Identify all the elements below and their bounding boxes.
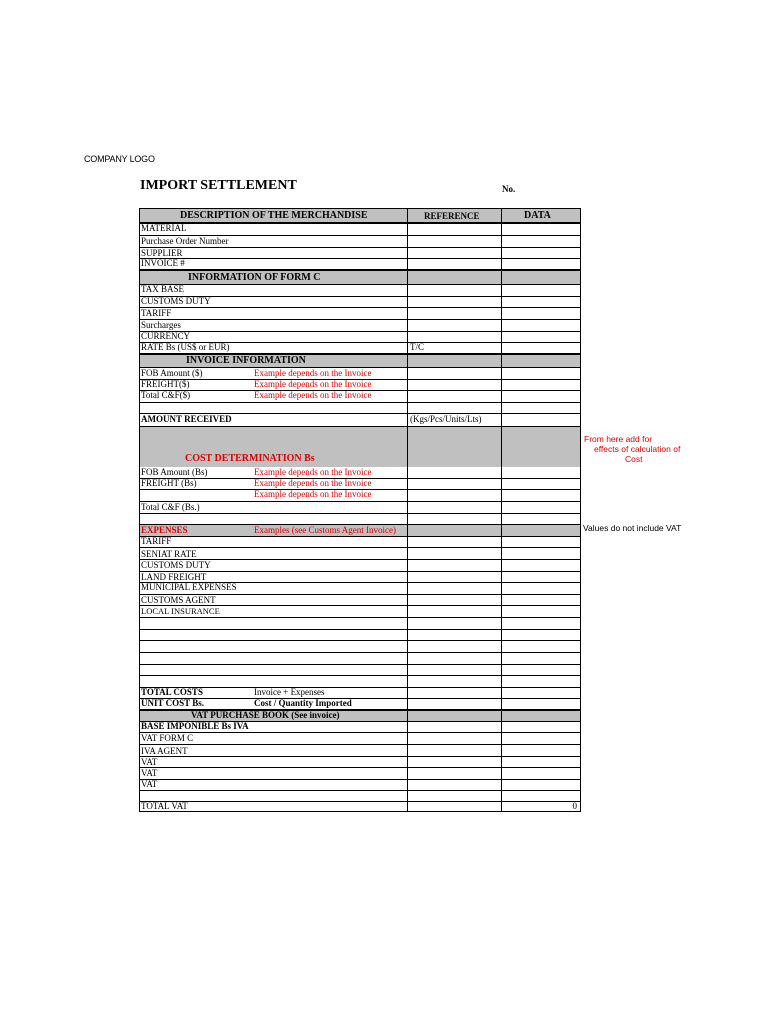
cost-note-line3: Cost xyxy=(625,454,643,464)
table-row xyxy=(140,757,580,768)
col-description-header: DESCRIPTION OF THE MERCHANDISE xyxy=(180,210,368,221)
table-row xyxy=(140,391,580,403)
table-row xyxy=(140,606,580,618)
table-row xyxy=(140,745,580,757)
table-row xyxy=(140,560,580,572)
freight-label: FREIGHT($) xyxy=(141,379,190,389)
form-c-section-header xyxy=(140,271,580,285)
form-c-title: INFORMATION OF FORM C xyxy=(188,272,321,283)
table-header-row xyxy=(140,209,580,224)
table-row xyxy=(140,780,580,791)
table-row xyxy=(140,403,580,414)
table-row xyxy=(140,308,580,320)
customs-duty-label: CUSTOMS DUTY xyxy=(141,296,211,306)
rate-label: RATE Bs (US$ or EUR) xyxy=(141,342,230,352)
customs-agent-label: CUSTOMS AGENT xyxy=(141,595,216,605)
company-logo: COMPANY LOGO xyxy=(84,154,155,164)
table-row xyxy=(140,343,580,355)
invoice-info-title: INVOICE INFORMATION xyxy=(186,355,306,366)
table-row xyxy=(140,502,580,514)
unit-cost-label: UNIT COST Bs. xyxy=(141,698,204,708)
table-row xyxy=(140,537,580,548)
vat-label: VAT xyxy=(141,779,158,789)
tax-base-label: TAX BASE xyxy=(141,284,185,294)
material-label: MATERIAL xyxy=(141,223,187,233)
fob-amount-label: FOB Amount ($) xyxy=(141,368,203,378)
table-row xyxy=(140,676,580,688)
col-data-header: DATA xyxy=(524,210,551,221)
cost-determination-title: COST DETERMINATION Bs xyxy=(185,453,315,464)
iva-agent-label: IVA AGENT xyxy=(141,746,188,756)
example-note: Example depends on the Invoice xyxy=(254,368,372,378)
table-row xyxy=(140,548,580,560)
exp-tariff-label: TARIFF xyxy=(141,536,172,546)
settlement-table xyxy=(139,208,581,812)
table-row xyxy=(140,595,580,606)
table-row xyxy=(140,630,580,641)
table-row xyxy=(140,768,580,780)
number-label: No. xyxy=(502,184,516,194)
base-imponible-label: BASE IMPONIBLE Bs IVA xyxy=(141,721,249,731)
table-row xyxy=(140,688,580,699)
freight-bs-label: FREIGHT (Bs) xyxy=(141,478,197,488)
total-costs-formula: Invoice + Expenses xyxy=(254,687,325,697)
table-row xyxy=(140,653,580,665)
table-row xyxy=(140,259,580,271)
table-row xyxy=(140,297,580,308)
municipal-label: MUNICIPAL EXPENSES xyxy=(141,582,237,592)
table-row xyxy=(140,236,580,248)
col-reference-header: REFERENCE xyxy=(424,211,480,221)
total-costs-label: TOTAL COSTS xyxy=(141,687,203,697)
vat-form-c-label: VAT FORM C xyxy=(141,733,194,743)
total-cf-bs-label: Total C&F (Bs.) xyxy=(141,502,200,512)
vat-book-title: VAT PURCHASE BOOK (See invoice) xyxy=(191,710,340,720)
surcharges-label: Surcharges xyxy=(141,320,181,330)
vat-label: VAT xyxy=(141,757,158,767)
table-row xyxy=(140,248,580,259)
amount-units: (Kgs/Pcs/Units/Lts) xyxy=(410,414,482,424)
table-row xyxy=(140,791,580,802)
total-vat-value: 0 xyxy=(572,801,577,811)
table-row xyxy=(140,224,580,236)
example-note: Example depends on the Invoice xyxy=(254,390,372,400)
table-row xyxy=(140,320,580,332)
cost-note-line2: effects of calculation of xyxy=(594,444,681,454)
example-note: Example depends on the Invoice xyxy=(254,379,372,389)
table-row xyxy=(140,665,580,676)
cost-note-line1: From here add for xyxy=(584,434,653,444)
tariff-label: TARIFF xyxy=(141,308,172,318)
table-row xyxy=(140,514,580,525)
seniat-rate-label: SENIAT RATE xyxy=(141,549,197,559)
expenses-title: EXPENSES xyxy=(141,525,188,535)
supplier-label: SUPPLIER xyxy=(141,248,183,258)
example-note: Example depends on the Invoice xyxy=(254,467,372,477)
cost-section-header xyxy=(140,427,580,467)
total-cf-label: Total C&F($) xyxy=(141,390,191,400)
invoice-label: INVOICE # xyxy=(141,258,185,268)
total-vat-label: TOTAL VAT xyxy=(141,801,188,811)
currency-label: CURRENCY xyxy=(141,331,191,341)
amount-received-label: AMOUNT RECEIVED xyxy=(141,414,232,424)
land-freight-label: LAND FREIGHT xyxy=(141,572,207,582)
purchase-order-label: Purchase Order Number xyxy=(141,236,229,246)
expenses-section-header xyxy=(140,525,580,537)
example-note: Example depends on the Invoice xyxy=(254,489,372,499)
vat-note: Values do not include VAT xyxy=(583,523,682,533)
fob-bs-label: FOB Amount (Bs) xyxy=(141,467,208,477)
table-row xyxy=(140,802,580,812)
table-row xyxy=(140,583,580,595)
table-row xyxy=(140,722,580,733)
exp-customs-duty-label: CUSTOMS DUTY xyxy=(141,560,211,570)
unit-cost-formula: Cost / Quantity Imported xyxy=(254,698,352,708)
vat-label: VAT xyxy=(141,768,158,778)
local-insurance-label: LOCAL INSURANCE xyxy=(141,606,220,616)
table-row xyxy=(140,490,580,502)
expenses-note: Examples (see Customs Agent Invoice) xyxy=(254,525,396,535)
table-row xyxy=(140,414,580,427)
rate-reference: T/C xyxy=(410,342,425,352)
example-note: Example depends on the Invoice xyxy=(254,478,372,488)
table-row xyxy=(140,733,580,745)
table-row xyxy=(140,641,580,653)
table-row xyxy=(140,618,580,630)
invoice-section-header xyxy=(140,355,580,368)
page-title: IMPORT SETTLEMENT xyxy=(140,178,297,193)
